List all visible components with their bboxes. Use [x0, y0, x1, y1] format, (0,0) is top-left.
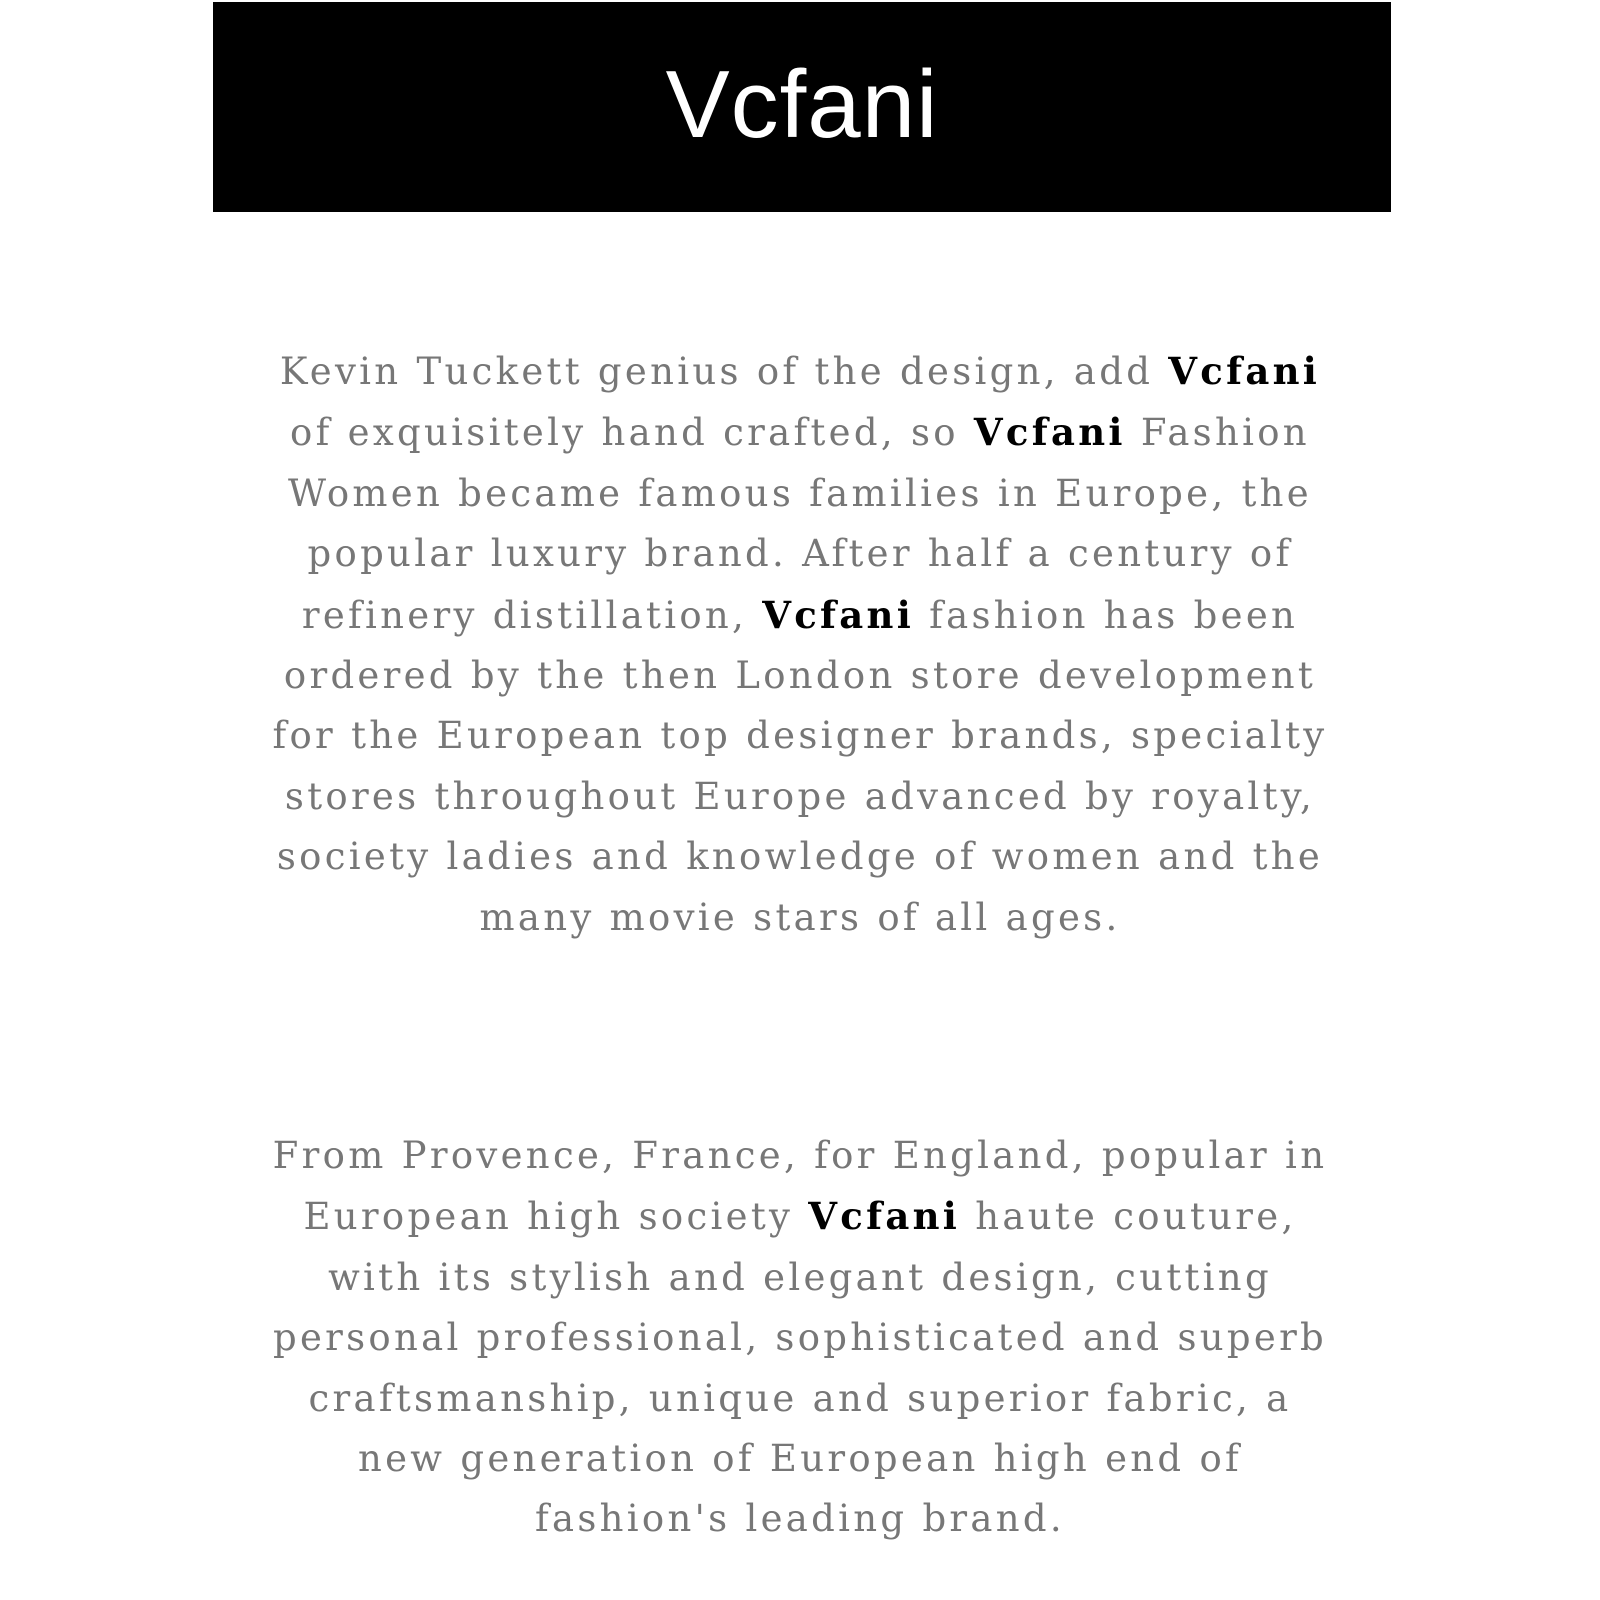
- paragraph-intro: [260, 341, 1340, 948]
- brand-name-highlight: Vcfani: [973, 410, 1126, 455]
- text-segment: Fashion Women became famous families in Europe, the popular luxury brand. After half a century of refinery distillation,: [288, 411, 1312, 637]
- brand-title: Vcfani: [665, 51, 939, 158]
- text-segment: From Provence, France, for England, popular in European high society: [272, 1134, 1328, 1239]
- brand-name-highlight: Vcfani: [1168, 349, 1321, 393]
- brand-name-highlight: Vcfani: [762, 592, 915, 637]
- paragraph-origin: [260, 1126, 1340, 1550]
- text-segment: of exquisitely hand crafted, so: [290, 411, 974, 455]
- text-segment: Kevin Tuckett genius of the design, add: [279, 350, 1169, 393]
- text-segment: haute couture, with its stylish and elegant design, cutting personal professional, sophisticated and superb craftsmanship, unique and superior fabric, a new generation of European high end of fashion's leading brand.: [272, 1195, 1328, 1541]
- brand-name-highlight: Vcfani: [808, 1194, 961, 1239]
- header-banner: [213, 2, 1391, 212]
- text-segment: fashion has been ordered by the then London store development for the European top designer brands, specialty stores throughout Europe advanced by royalty, society ladies and knowledge of women and the many movie stars of all ages.: [272, 593, 1328, 939]
